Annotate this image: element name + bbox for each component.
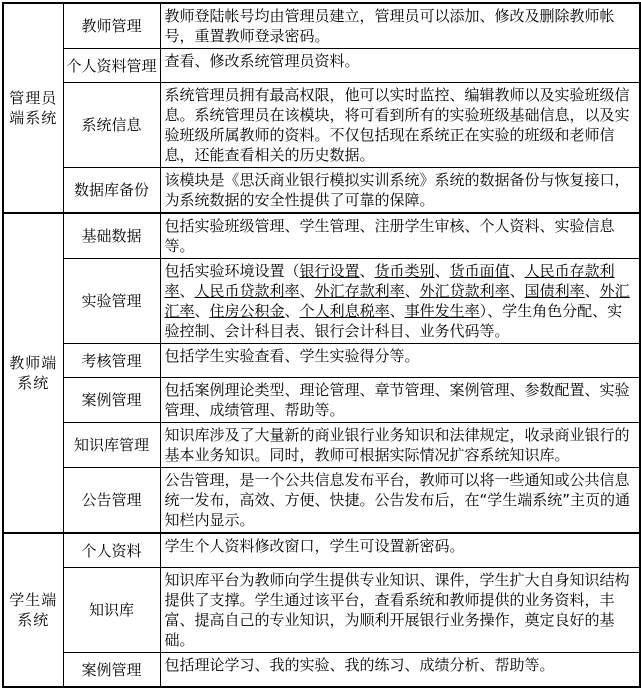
underlined-term: 银行设置 [299,262,360,280]
module-description-cell: 包括学生实验查看、学生实验得分等。 [160,344,640,378]
table-row [3,168,640,214]
description-text: 、 [359,262,375,280]
description-text: 、 [404,282,420,300]
table-row [3,213,640,259]
table-row [3,653,640,688]
table-row [3,49,640,83]
module-name-cell: 公告管理 [63,468,160,534]
table-row [3,423,640,468]
module-name-cell: 个人资料 [63,533,160,568]
module-description-cell: 包括案例理论类型、理论管理、章节管理、案例管理、参数配置、实验管理、成绩管理、帮助等。 [160,378,640,423]
underlined-term: 外汇汇率 [164,282,630,320]
module-name-cell: 基础数据 [63,213,160,259]
module-description-cell: 知识库平台为教师向学生提供专业知识、课件，学生扩大自身知识结构提供了支撑。学生通过该平台，查看系统和教师提供的业务资料，丰富、提高自己的专业知识，为顺利开展银行业务操作，奠定良好的基础。 [160,568,640,653]
module-description-cell: 包括理论学习、我的实验、我的练习、成绩分析、帮助等。 [160,653,640,688]
module-name-cell: 案例管理 [63,653,160,688]
description-text: 、 [434,262,450,280]
module-description-cell: 公告管理，是一个公共信息发布平台，教师可以将一些通知或公共信息统一发布，高效、方便、快捷。公告发布后，在“学生端系统”主页的通知栏内显示。 [160,468,640,534]
module-description-cell: 该模块是《思沃商业银行模拟实训系统》系统的数据备份与恢复接口，为系统数据的安全性提供了可靠的保障。 [160,168,640,214]
system-modules-table [2,2,641,688]
module-name-cell: 教师管理 [63,3,160,49]
module-description-cell: 教师登陆帐号均由管理员建立，管理员可以添加、修改及删除教师帐号，重置教师登录密码。 [160,3,640,49]
module-name-cell: 知识库 [63,568,160,653]
description-text: 、 [284,302,300,320]
module-name-cell: 考核管理 [63,344,160,378]
module-name-cell: 个人资料管理 [63,49,160,83]
description-text: 包括实验环境设置（ [164,262,300,280]
description-text: 、 [584,282,600,300]
module-description-cell: 学生个人资料修改窗口，学生可设置新密码。 [160,533,640,568]
module-description-cell: 知识库涉及了大量新的商业银行业务知识和法律规定，收录商业银行的基本业务知识。同时，教师可根据实际情况扩容系统知识库。 [160,423,640,468]
description-text: ）、学生角色分配、实验控制、会计科目表、银行会计科目、业务代码等。 [164,302,623,340]
section-label: 学生端系统 [3,533,63,687]
description-text: 、 [299,282,315,300]
section-label: 管理员端系统 [3,3,63,213]
table-row [3,83,640,168]
system-table-body [3,3,640,687]
underlined-term: 货币面值 [449,262,510,280]
module-description-cell [160,259,640,344]
underlined-term: 外汇贷款利率 [419,282,510,300]
module-name-cell: 实验管理 [63,259,160,344]
module-description-cell: 包括实验班级管理、学生管理、注册学生审核、个人资料、实验信息等。 [160,213,640,259]
section-label: 教师端系统 [3,213,63,533]
underlined-term: 个人利息税率 [299,302,390,320]
underlined-term: 人民币存款利率 [164,262,615,300]
description-text: 、 [389,302,405,320]
table-row [3,468,640,534]
module-name-cell: 知识库管理 [63,423,160,468]
underlined-term: 货币类别 [374,262,435,280]
table-row [3,533,640,568]
description-text: 、 [179,282,195,300]
underlined-term: 人民币贷款利率 [194,282,300,300]
table-row [3,259,640,344]
table-row [3,378,640,423]
table-row [3,344,640,378]
underlined-term: 住房公积金 [209,302,285,320]
description-text: 、 [509,282,525,300]
module-name-cell: 系统信息 [63,83,160,168]
underlined-term: 事件发生率 [404,302,480,320]
module-name-cell: 案例管理 [63,378,160,423]
module-name-cell: 数据库备份 [63,168,160,214]
underlined-term: 外汇存款利率 [314,282,405,300]
description-text: 、 [194,302,210,320]
module-description-cell: 系统管理员拥有最高权限，他可以实时监控、编辑教师以及实验班级信息。系统管理员在该模块，将可看到所有的实验班级基础信息，以及实验班级所属教师的资料。不仅包括现在系统正在实验的班级和老师信息，还能查看相关的历史数据。 [160,83,640,168]
table-row [3,3,640,49]
description-text: 、 [509,262,525,280]
table-row [3,568,640,653]
underlined-term: 国债利率 [524,282,585,300]
module-description-cell: 查看、修改系统管理员资料。 [160,49,640,83]
